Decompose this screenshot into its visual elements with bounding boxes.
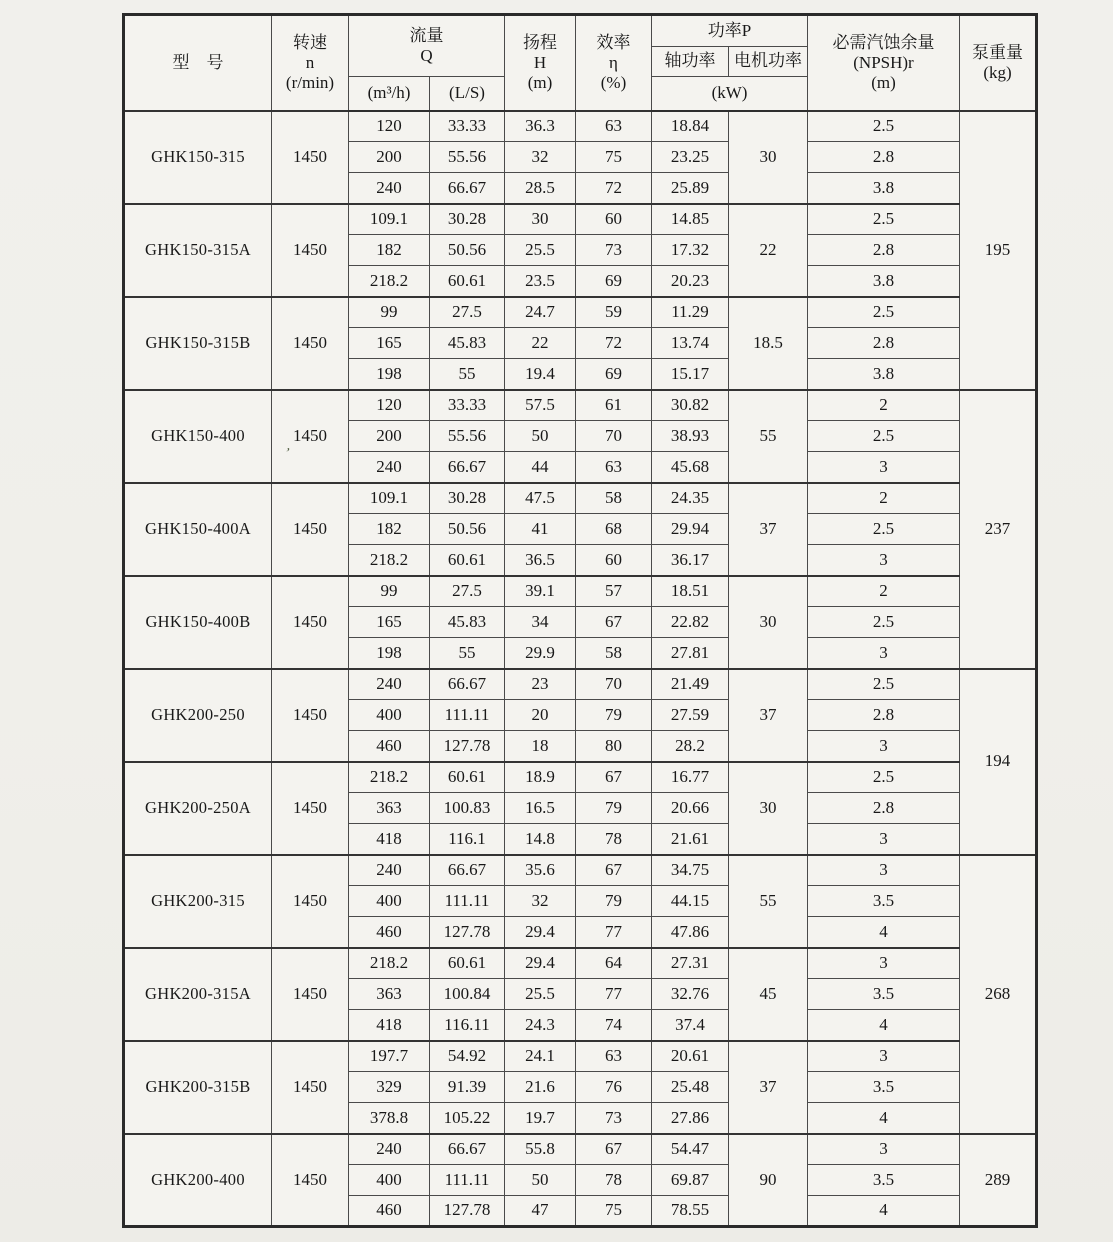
flow-m3h-cell: 109.1 (349, 483, 430, 514)
efficiency-cell: 70 (576, 669, 652, 700)
flow-ls-cell: 60.61 (430, 948, 505, 979)
head-cell: 21.6 (505, 1072, 576, 1103)
speed-cell: 1450 (272, 390, 349, 483)
speed-cell: 1450 (272, 483, 349, 576)
head-cell: 22 (505, 328, 576, 359)
flow-ls-cell: 45.83 (430, 607, 505, 638)
head-cell: 18.9 (505, 762, 576, 793)
flow-m3h-cell: 460 (349, 731, 430, 762)
flow-ls-cell: 66.67 (430, 855, 505, 886)
flow-m3h-cell: 329 (349, 1072, 430, 1103)
flow-m3h-cell: 218.2 (349, 948, 430, 979)
npsh-cell: 2.5 (808, 111, 960, 142)
shaft-power-cell: 25.89 (652, 173, 729, 204)
table-row (124, 1134, 1037, 1165)
head-cell: 25.5 (505, 979, 576, 1010)
flow-m3h-cell: 120 (349, 390, 430, 421)
flow-ls-cell: 30.28 (430, 204, 505, 235)
flow-ls-cell: 116.1 (430, 824, 505, 855)
flow-ls-cell: 27.5 (430, 297, 505, 328)
npsh-cell: 4 (808, 1010, 960, 1041)
head-cell: 18 (505, 731, 576, 762)
efficiency-cell: 58 (576, 483, 652, 514)
table-header (124, 15, 1037, 111)
flow-m3h-cell: 363 (349, 979, 430, 1010)
efficiency-cell: 67 (576, 607, 652, 638)
flow-ls-cell: 45.83 (430, 328, 505, 359)
flow-ls-cell: 66.67 (430, 1134, 505, 1165)
flow-m3h-cell: 198 (349, 359, 430, 390)
col-header-model-label: 型 号 (172, 52, 224, 72)
shaft-power-cell: 14.85 (652, 204, 729, 235)
npsh-cell: 2.5 (808, 421, 960, 452)
motor-power-cell: 55 (729, 855, 808, 948)
npsh-cell: 4 (808, 1103, 960, 1134)
model-cell: GHK200-315B (124, 1041, 272, 1134)
head-cell: 34 (505, 607, 576, 638)
head-cell: 30 (505, 204, 576, 235)
flow-ls-cell: 127.78 (430, 1196, 505, 1227)
flow-ls-cell: 55 (430, 359, 505, 390)
col-header-weight: 泵重量 (kg) (960, 15, 1037, 111)
flow-ls-cell: 127.78 (430, 917, 505, 948)
scan-artifact: ʼ (282, 445, 291, 462)
shaft-power-cell: 36.17 (652, 545, 729, 576)
flow-m3h-cell: 240 (349, 173, 430, 204)
motor-power-cell: 37 (729, 1041, 808, 1134)
npsh-cell: 3 (808, 855, 960, 886)
flow-m3h-cell: 363 (349, 793, 430, 824)
flow-m3h-cell: 109.1 (349, 204, 430, 235)
efficiency-cell: 58 (576, 638, 652, 669)
npsh-cell: 2.8 (808, 235, 960, 266)
efficiency-cell: 75 (576, 142, 652, 173)
shaft-power-cell: 28.2 (652, 731, 729, 762)
efficiency-cell: 77 (576, 979, 652, 1010)
npsh-cell: 3 (808, 1041, 960, 1072)
flow-ls-cell: 111.11 (430, 886, 505, 917)
flow-m3h-cell: 240 (349, 452, 430, 483)
model-cell: GHK150-315A (124, 204, 272, 297)
npsh-cell: 2 (808, 390, 960, 421)
model-cell: GHK150-315B (124, 297, 272, 390)
efficiency-cell: 63 (576, 1041, 652, 1072)
npsh-cell: 2 (808, 483, 960, 514)
weight-cell: 237 (960, 390, 1037, 669)
efficiency-cell: 64 (576, 948, 652, 979)
weight-cell: 268 (960, 855, 1037, 1134)
speed-cell: 1450 (272, 1041, 349, 1134)
motor-power-cell: 30 (729, 576, 808, 669)
npsh-cell: 2 (808, 576, 960, 607)
shaft-power-cell: 15.17 (652, 359, 729, 390)
head-cell: 19.4 (505, 359, 576, 390)
flow-m3h-cell: 378.8 (349, 1103, 430, 1134)
head-cell: 57.5 (505, 390, 576, 421)
model-cell: GHK150-400B (124, 576, 272, 669)
flow-ls-cell: 66.67 (430, 669, 505, 700)
shaft-power-cell: 69.87 (652, 1165, 729, 1196)
flow-ls-cell: 55 (430, 638, 505, 669)
flow-ls-cell: 66.67 (430, 173, 505, 204)
header-row-1 (124, 15, 1037, 47)
speed-cell: 1450 (272, 576, 349, 669)
npsh-cell: 2.5 (808, 514, 960, 545)
shaft-power-cell: 27.59 (652, 700, 729, 731)
head-cell: 14.8 (505, 824, 576, 855)
flow-ls-cell: 50.56 (430, 235, 505, 266)
shaft-power-cell: 37.4 (652, 1010, 729, 1041)
head-cell: 23 (505, 669, 576, 700)
model-cell: GHK200-315A (124, 948, 272, 1041)
shaft-power-cell: 27.31 (652, 948, 729, 979)
table-body (124, 111, 1037, 1227)
motor-power-cell: 37 (729, 669, 808, 762)
efficiency-cell: 59 (576, 297, 652, 328)
flow-m3h-cell: 182 (349, 235, 430, 266)
head-cell: 20 (505, 700, 576, 731)
flow-m3h-cell: 240 (349, 855, 430, 886)
npsh-cell: 3 (808, 452, 960, 483)
head-cell: 19.7 (505, 1103, 576, 1134)
npsh-cell: 3.5 (808, 1165, 960, 1196)
flow-m3h-cell: 99 (349, 576, 430, 607)
npsh-cell: 2.8 (808, 328, 960, 359)
model-cell: GHK200-315 (124, 855, 272, 948)
model-cell: GHK150-315 (124, 111, 272, 204)
shaft-power-cell: 45.68 (652, 452, 729, 483)
flow-m3h-cell: 165 (349, 328, 430, 359)
speed-cell: 1450 (272, 111, 349, 204)
table-row (124, 1041, 1037, 1072)
model-cell: GHK150-400A (124, 483, 272, 576)
efficiency-cell: 63 (576, 452, 652, 483)
flow-ls-cell: 33.33 (430, 111, 505, 142)
npsh-cell: 3.8 (808, 266, 960, 297)
efficiency-cell: 68 (576, 514, 652, 545)
shaft-power-cell: 20.61 (652, 1041, 729, 1072)
flow-ls-cell: 105.22 (430, 1103, 505, 1134)
npsh-cell: 3.5 (808, 886, 960, 917)
shaft-power-cell: 18.84 (652, 111, 729, 142)
shaft-power-cell: 30.82 (652, 390, 729, 421)
efficiency-cell: 73 (576, 235, 652, 266)
npsh-cell: 3 (808, 638, 960, 669)
flow-ls-cell: 54.92 (430, 1041, 505, 1072)
table-row (124, 669, 1037, 700)
head-cell: 55.8 (505, 1134, 576, 1165)
flow-m3h-cell: 418 (349, 1010, 430, 1041)
npsh-cell: 2.5 (808, 204, 960, 235)
head-cell: 36.3 (505, 111, 576, 142)
shaft-power-cell: 32.76 (652, 979, 729, 1010)
shaft-power-cell: 44.15 (652, 886, 729, 917)
model-cell: GHK200-250A (124, 762, 272, 855)
head-cell: 39.1 (505, 576, 576, 607)
table-row (124, 948, 1037, 979)
flow-m3h-cell: 400 (349, 1165, 430, 1196)
weight-cell: 195 (960, 111, 1037, 390)
shaft-power-cell: 47.86 (652, 917, 729, 948)
flow-ls-cell: 60.61 (430, 266, 505, 297)
flow-ls-cell: 91.39 (430, 1072, 505, 1103)
shaft-power-cell: 38.93 (652, 421, 729, 452)
table-row (124, 111, 1037, 142)
shaft-power-cell: 17.32 (652, 235, 729, 266)
flow-ls-cell: 111.11 (430, 1165, 505, 1196)
shaft-power-cell: 78.55 (652, 1196, 729, 1227)
efficiency-cell: 67 (576, 762, 652, 793)
speed-cell: 1450 (272, 669, 349, 762)
flow-m3h-cell: 240 (349, 1134, 430, 1165)
shaft-power-cell: 22.82 (652, 607, 729, 638)
efficiency-cell: 79 (576, 886, 652, 917)
shaft-power-cell: 34.75 (652, 855, 729, 886)
shaft-power-cell: 16.77 (652, 762, 729, 793)
efficiency-cell: 79 (576, 700, 652, 731)
efficiency-cell: 70 (576, 421, 652, 452)
shaft-power-cell: 11.29 (652, 297, 729, 328)
weight-cell: 194 (960, 669, 1037, 855)
flow-ls-cell: 55.56 (430, 421, 505, 452)
head-cell: 41 (505, 514, 576, 545)
shaft-power-cell: 25.48 (652, 1072, 729, 1103)
table-row (124, 204, 1037, 235)
head-cell: 50 (505, 421, 576, 452)
flow-ls-cell: 55.56 (430, 142, 505, 173)
shaft-power-cell: 20.23 (652, 266, 729, 297)
motor-power-cell: 30 (729, 111, 808, 204)
shaft-power-cell: 27.81 (652, 638, 729, 669)
col-header-head: 扬程 H (m) (505, 15, 576, 111)
flow-ls-cell: 116.11 (430, 1010, 505, 1041)
npsh-cell: 3.8 (808, 173, 960, 204)
efficiency-cell: 63 (576, 111, 652, 142)
npsh-cell: 2.5 (808, 297, 960, 328)
npsh-cell: 2.5 (808, 669, 960, 700)
flow-ls-cell: 111.11 (430, 700, 505, 731)
motor-power-cell: 55 (729, 390, 808, 483)
model-cell: GHK150-400 (124, 390, 272, 483)
head-cell: 25.5 (505, 235, 576, 266)
table-row (124, 855, 1037, 886)
npsh-cell: 2.8 (808, 793, 960, 824)
efficiency-cell: 72 (576, 328, 652, 359)
motor-power-cell: 30 (729, 762, 808, 855)
col-header-flow-m3h-unit: (m³/h) (349, 77, 430, 111)
flow-m3h-cell: 99 (349, 297, 430, 328)
shaft-power-cell: 54.47 (652, 1134, 729, 1165)
col-header-motor-power: 电机功率 (729, 47, 808, 77)
npsh-cell: 3.5 (808, 979, 960, 1010)
flow-ls-cell: 60.61 (430, 762, 505, 793)
flow-m3h-cell: 200 (349, 421, 430, 452)
head-cell: 35.6 (505, 855, 576, 886)
efficiency-cell: 80 (576, 731, 652, 762)
head-cell: 32 (505, 142, 576, 173)
flow-m3h-cell: 120 (349, 111, 430, 142)
col-header-flow: 流量 Q (349, 15, 505, 77)
flow-ls-cell: 30.28 (430, 483, 505, 514)
efficiency-cell: 77 (576, 917, 652, 948)
shaft-power-cell: 21.61 (652, 824, 729, 855)
flow-m3h-cell: 182 (349, 514, 430, 545)
npsh-cell: 2.5 (808, 607, 960, 638)
weight-cell: 289 (960, 1134, 1037, 1227)
speed-cell: 1450 (272, 948, 349, 1041)
npsh-cell: 4 (808, 1196, 960, 1227)
flow-ls-cell: 100.84 (430, 979, 505, 1010)
flow-ls-cell: 50.56 (430, 514, 505, 545)
shaft-power-cell: 13.74 (652, 328, 729, 359)
npsh-cell: 3 (808, 948, 960, 979)
table-row (124, 483, 1037, 514)
col-header-model (124, 15, 272, 111)
col-header-power: 功率P (652, 15, 808, 47)
efficiency-cell: 79 (576, 793, 652, 824)
flow-ls-cell: 66.67 (430, 452, 505, 483)
flow-m3h-cell: 165 (349, 607, 430, 638)
speed-cell: 1450 (272, 855, 349, 948)
flow-ls-cell: 27.5 (430, 576, 505, 607)
head-cell: 36.5 (505, 545, 576, 576)
flow-m3h-cell: 240 (349, 669, 430, 700)
efficiency-cell: 78 (576, 824, 652, 855)
npsh-cell: 3 (808, 1134, 960, 1165)
col-header-shaft-power: 轴功率 (652, 47, 729, 77)
head-cell: 24.7 (505, 297, 576, 328)
flow-m3h-cell: 218.2 (349, 545, 430, 576)
flow-m3h-cell: 400 (349, 700, 430, 731)
efficiency-cell: 69 (576, 359, 652, 390)
flow-m3h-cell: 218.2 (349, 266, 430, 297)
flow-m3h-cell: 460 (349, 1196, 430, 1227)
npsh-cell: 3.8 (808, 359, 960, 390)
efficiency-cell: 78 (576, 1165, 652, 1196)
head-cell: 28.5 (505, 173, 576, 204)
speed-cell: 1450 (272, 1134, 349, 1227)
flow-m3h-cell: 418 (349, 824, 430, 855)
head-cell: 16.5 (505, 793, 576, 824)
flow-m3h-cell: 218.2 (349, 762, 430, 793)
col-header-power-unit: (kW) (652, 77, 808, 111)
flow-m3h-cell: 460 (349, 917, 430, 948)
efficiency-cell: 61 (576, 390, 652, 421)
efficiency-cell: 57 (576, 576, 652, 607)
head-cell: 29.4 (505, 917, 576, 948)
npsh-cell: 2.5 (808, 762, 960, 793)
efficiency-cell: 72 (576, 173, 652, 204)
flow-m3h-cell: 198 (349, 638, 430, 669)
col-header-npsh: 必需汽蚀余量 (NPSH)r (m) (808, 15, 960, 111)
flow-m3h-cell: 200 (349, 142, 430, 173)
shaft-power-cell: 23.25 (652, 142, 729, 173)
efficiency-cell: 75 (576, 1196, 652, 1227)
efficiency-cell: 76 (576, 1072, 652, 1103)
flow-m3h-cell: 400 (349, 886, 430, 917)
flow-ls-cell: 33.33 (430, 390, 505, 421)
npsh-cell: 3 (808, 545, 960, 576)
table-row (124, 576, 1037, 607)
shaft-power-cell: 20.66 (652, 793, 729, 824)
head-cell: 29.4 (505, 948, 576, 979)
col-header-speed: 转速 n (r/min) (272, 15, 349, 111)
shaft-power-cell: 18.51 (652, 576, 729, 607)
speed-cell: 1450 (272, 204, 349, 297)
head-cell: 47 (505, 1196, 576, 1227)
efficiency-cell: 60 (576, 545, 652, 576)
speed-cell: 1450 (272, 297, 349, 390)
table-row (124, 762, 1037, 793)
head-cell: 24.1 (505, 1041, 576, 1072)
motor-power-cell: 22 (729, 204, 808, 297)
motor-power-cell: 37 (729, 483, 808, 576)
head-cell: 44 (505, 452, 576, 483)
npsh-cell: 3.5 (808, 1072, 960, 1103)
motor-power-cell: 18.5 (729, 297, 808, 390)
head-cell: 47.5 (505, 483, 576, 514)
head-cell: 50 (505, 1165, 576, 1196)
flow-ls-cell: 60.61 (430, 545, 505, 576)
head-cell: 32 (505, 886, 576, 917)
head-cell: 29.9 (505, 638, 576, 669)
table-row (124, 297, 1037, 328)
head-cell: 24.3 (505, 1010, 576, 1041)
efficiency-cell: 60 (576, 204, 652, 235)
shaft-power-cell: 24.35 (652, 483, 729, 514)
col-header-flow-ls-unit: (L/S) (430, 77, 505, 111)
flow-m3h-cell: 197.7 (349, 1041, 430, 1072)
col-header-efficiency: 效率 η (%) (576, 15, 652, 111)
efficiency-cell: 73 (576, 1103, 652, 1134)
model-cell: GHK200-250 (124, 669, 272, 762)
npsh-cell: 4 (808, 917, 960, 948)
npsh-cell: 2.8 (808, 700, 960, 731)
shaft-power-cell: 29.94 (652, 514, 729, 545)
npsh-cell: 2.8 (808, 142, 960, 173)
pump-spec-table (122, 13, 1038, 1228)
speed-cell: 1450 (272, 762, 349, 855)
flow-ls-cell: 127.78 (430, 731, 505, 762)
flow-ls-cell: 100.83 (430, 793, 505, 824)
shaft-power-cell: 21.49 (652, 669, 729, 700)
model-cell: GHK200-400 (124, 1134, 272, 1227)
efficiency-cell: 69 (576, 266, 652, 297)
motor-power-cell: 90 (729, 1134, 808, 1227)
head-cell: 23.5 (505, 266, 576, 297)
npsh-cell: 3 (808, 731, 960, 762)
npsh-cell: 3 (808, 824, 960, 855)
efficiency-cell: 74 (576, 1010, 652, 1041)
efficiency-cell: 67 (576, 1134, 652, 1165)
table-row (124, 390, 1037, 421)
efficiency-cell: 67 (576, 855, 652, 886)
shaft-power-cell: 27.86 (652, 1103, 729, 1134)
motor-power-cell: 45 (729, 948, 808, 1041)
